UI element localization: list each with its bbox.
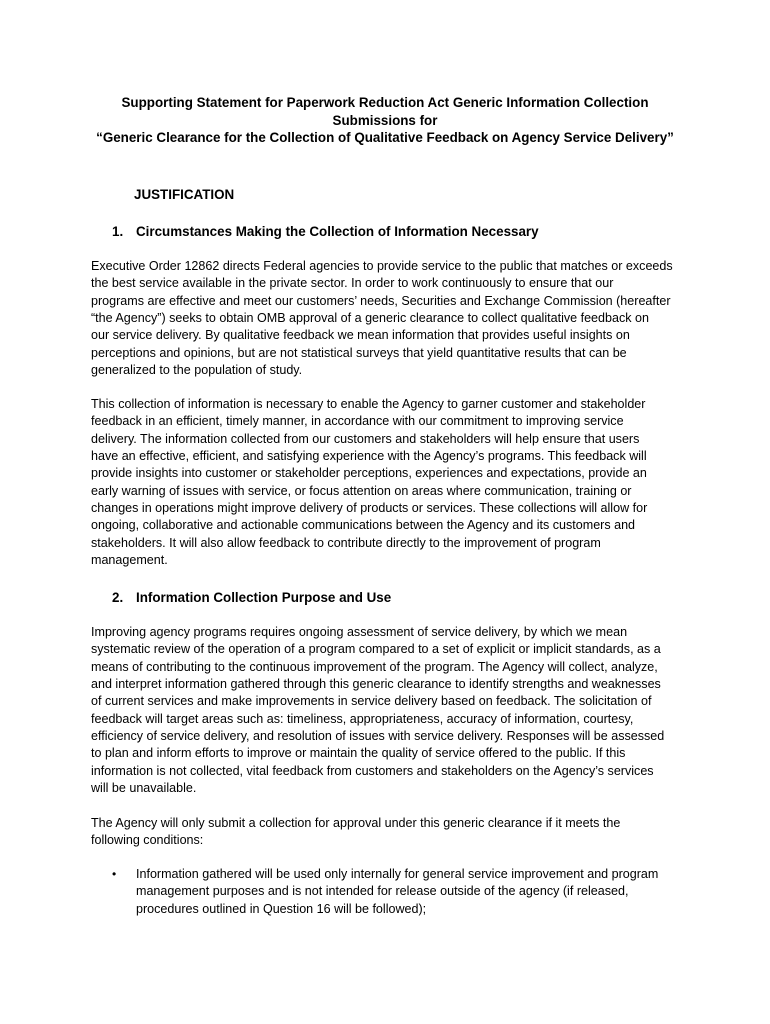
section-2-paragraph-1 [91,624,691,797]
text-line: programs are effective and meet our customers’ needs, Securities and Exchange Commission (hereafter [91,293,671,308]
text-line: Executive Order 12862 directs Federal agencies to provide service to the public that matches or exceeds [91,259,673,273]
text-line: systematic review of the operation of a program compared to a set of explicit or implicit standards, as a [91,642,661,657]
document-title [60,94,710,147]
text-line: “the Agency”) seeks to obtain OMB approval of a generic clearance to collect qualitative feedback on [91,311,649,326]
text-line: information is not collected, vital feedback from customers and stakeholders on the Agency’s services [91,763,654,778]
section-2-title: Information Collection Purpose and Use [136,590,392,605]
bullet-icon: • [112,867,117,881]
text-line: early warning of issues with service, or focus attention on areas where communication, training or [91,483,632,498]
text-line: Improving agency programs requires ongoing assessment of service delivery, by which we mean [91,625,628,639]
section-2-paragraph-2 [91,815,691,850]
section-2-number: 2. [112,590,124,605]
bullet-text [136,866,658,918]
justification-heading: JUSTIFICATION [134,187,235,202]
text-line: to plan and inform efforts to improve or maintain the quality of service offered to the public. If this [91,746,626,761]
section-1-paragraph-1 [91,258,691,379]
text-line: the best service available in the private sector. In order to work continuously to ensure that our [91,276,614,291]
text-line: perceptions and opinions, but are not statistical surveys that yield quantitative results that can be [91,345,627,360]
text-line: procedures outlined in Question 16 will be followed); [136,901,427,916]
text-line: means of contributing to the continuous improvement of the program. The Agency will collect, analyze, [91,659,658,674]
text-line: management. [91,553,168,568]
text-line: delivery. The information collected from our customers and stakeholders will help ensure that users [91,431,640,446]
section-1-paragraph-2 [91,396,691,569]
text-line: The Agency will only submit a collection for approval under this generic clearance if it meets the [91,816,621,830]
text-line: following conditions: [91,833,204,848]
text-line: and interpret information gathered through this generic clearance to identify strengths and weaknesses [91,677,661,692]
text-line: provide insights into customer or stakeholder perceptions, experiences and expectations, provide an [91,466,647,481]
text-line: management purposes and is not intended for release outside of the agency (if released, [136,884,629,899]
section-1-number: 1. [112,224,124,239]
text-line: Information gathered will be used only internally for general service improvement and program [136,867,659,881]
text-line: stakeholders. It will also allow feedback to contribute directly to the improvement of program [91,535,601,550]
text-line: generalized to the population of study. [91,363,303,378]
title-line-1: Supporting Statement for Paperwork Reduction Act Generic Information Collection [121,95,649,110]
text-line: of current services and make improvements in service delivery based on feedback. The solicitation of [91,694,652,709]
text-line: our service delivery. By qualitative feedback we mean information that provides useful insights on [91,328,630,343]
text-line: This collection of information is necessary to enable the Agency to garner customer and stakeholder [91,397,646,411]
text-line: will be unavailable. [91,781,197,796]
title-line-2: Submissions for [332,112,438,128]
text-line: feedback in an efficient, timely manner, in accordance with our commitment to improving service [91,414,624,429]
section-2-heading [112,589,391,606]
section-1-title: Circumstances Making the Collection of Information Necessary [136,224,539,239]
title-line-3: “Generic Clearance for the Collection of Qualitative Feedback on Agency Service Delivery” [96,130,674,145]
section-1-heading [112,223,539,240]
text-line: feedback will target areas such as: timeliness, appropriateness, accuracy of information, courtesy, [91,711,634,726]
text-line: have an effective, efficient, and satisfying experience with the Agency’s programs. This feedback will [91,449,647,464]
text-line: changes in operations might improve delivery of products or services. These collections will allow for [91,501,648,516]
text-line: efficiency of service delivery, and resolution of issues with service delivery. Responses will be assessed [91,729,665,744]
text-line: ongoing, collaborative and actionable communications between the Agency and its customers and [91,518,636,533]
